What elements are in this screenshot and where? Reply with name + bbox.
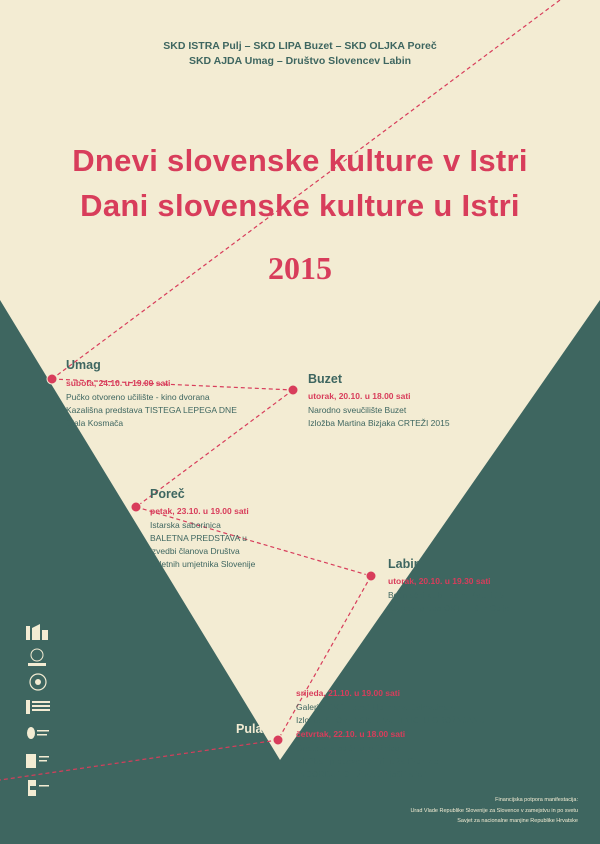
umag-line-3: Ciala Kosmača <box>66 418 124 428</box>
title-croatian: Dani slovenske kulture u Istri <box>80 188 520 223</box>
pula-date-2: četvrtak, 22.10. u 18.00 sati <box>296 729 406 739</box>
node-buzet <box>288 385 298 395</box>
porec-line-4: baletnih umjetnika Slovenije <box>150 559 256 569</box>
pula-line-4: Izložba i predavanje Primoža Premzla <box>296 756 439 766</box>
labin-line-1: Bošnjački klub Labin, Katuri 15 <box>388 590 505 600</box>
pen-logo <box>26 624 48 640</box>
city-pula: Pula <box>236 722 263 736</box>
umag-date: subota, 24.10. u 19.00 sati <box>66 378 171 388</box>
organizers-line-2: SKD AJDA Umag – Društvo Slovencev Labin <box>188 55 412 67</box>
organizers-line-1: SKD ISTRA Pulj – SKD LIPA Buzet – SKD OLJKA Poreč <box>163 40 437 52</box>
lipa-logo <box>28 649 46 666</box>
porec-date: petak, 23.10. u 19.00 sati <box>150 506 249 516</box>
node-umag <box>47 374 57 384</box>
labin-logo <box>28 780 49 796</box>
node-porec <box>131 502 141 512</box>
city-porec: Poreč <box>150 487 185 501</box>
pula-line-3: Gradska središnja knjižnica <box>296 743 400 753</box>
round-seal-logo <box>30 674 46 690</box>
funding-line-3: Savjet za nacionalne manjine Republike Hrvatske <box>457 818 578 824</box>
city-labin: Labin <box>388 557 422 571</box>
porec-line-2: BALETNA PREDSTAVA u <box>150 533 247 543</box>
city-umag: Umag <box>66 358 101 372</box>
pula-line-5: "NOORDUNG - Život u riječi i slici" <box>296 769 427 779</box>
labin-line-2: Koncert grupe OKTET 9 iz Celja <box>388 603 510 613</box>
pula-line-1: Galerija SKD "Istra" Hermana Dalmatina 4 <box>296 702 456 712</box>
title-year: 2015 <box>268 250 332 286</box>
node-pula <box>273 735 283 745</box>
porec-line-1: Istarska saborinica <box>150 520 221 530</box>
umag-line-1: Pučko otvoreno učilište - kino dvorana <box>66 392 210 402</box>
buzet-date: utorak, 20.10. u 18.00 sati <box>308 391 411 401</box>
pula-date-1: srijeda, 21.10. u 19.00 sati <box>296 688 400 698</box>
node-labin <box>366 571 376 581</box>
funding-line-2: Urad Vlade Republike Slovenije za Slovence v zamejstvu in po svetu <box>410 808 578 814</box>
olive-logo <box>27 727 49 739</box>
pula-line-2: Izložba SLOVENSKI UMJETNICI U GROŽNJANU <box>296 715 485 725</box>
funding-line-1: Financijska potpora manifestacija: <box>495 797 578 803</box>
ajda-logo <box>26 700 50 714</box>
logo-column <box>26 624 50 796</box>
buzet-line-1: Narodno sveučilište Buzet <box>308 405 407 415</box>
buzet-line-2: Izložba Martina Bizjaka CRTEŽI 2015 <box>308 418 450 428</box>
porec-line-3: izvedbi članova Društva <box>150 546 240 556</box>
umag-line-2: Kazališna predstava TISTEGA LEPEGA DNE <box>66 405 237 415</box>
labin-date: utorak, 20.10. u 19.30 sati <box>388 576 491 586</box>
city-buzet: Buzet <box>308 372 343 386</box>
istra-logo <box>26 754 49 768</box>
title-slovene: Dnevi slovenske kulture v Istri <box>72 143 528 178</box>
